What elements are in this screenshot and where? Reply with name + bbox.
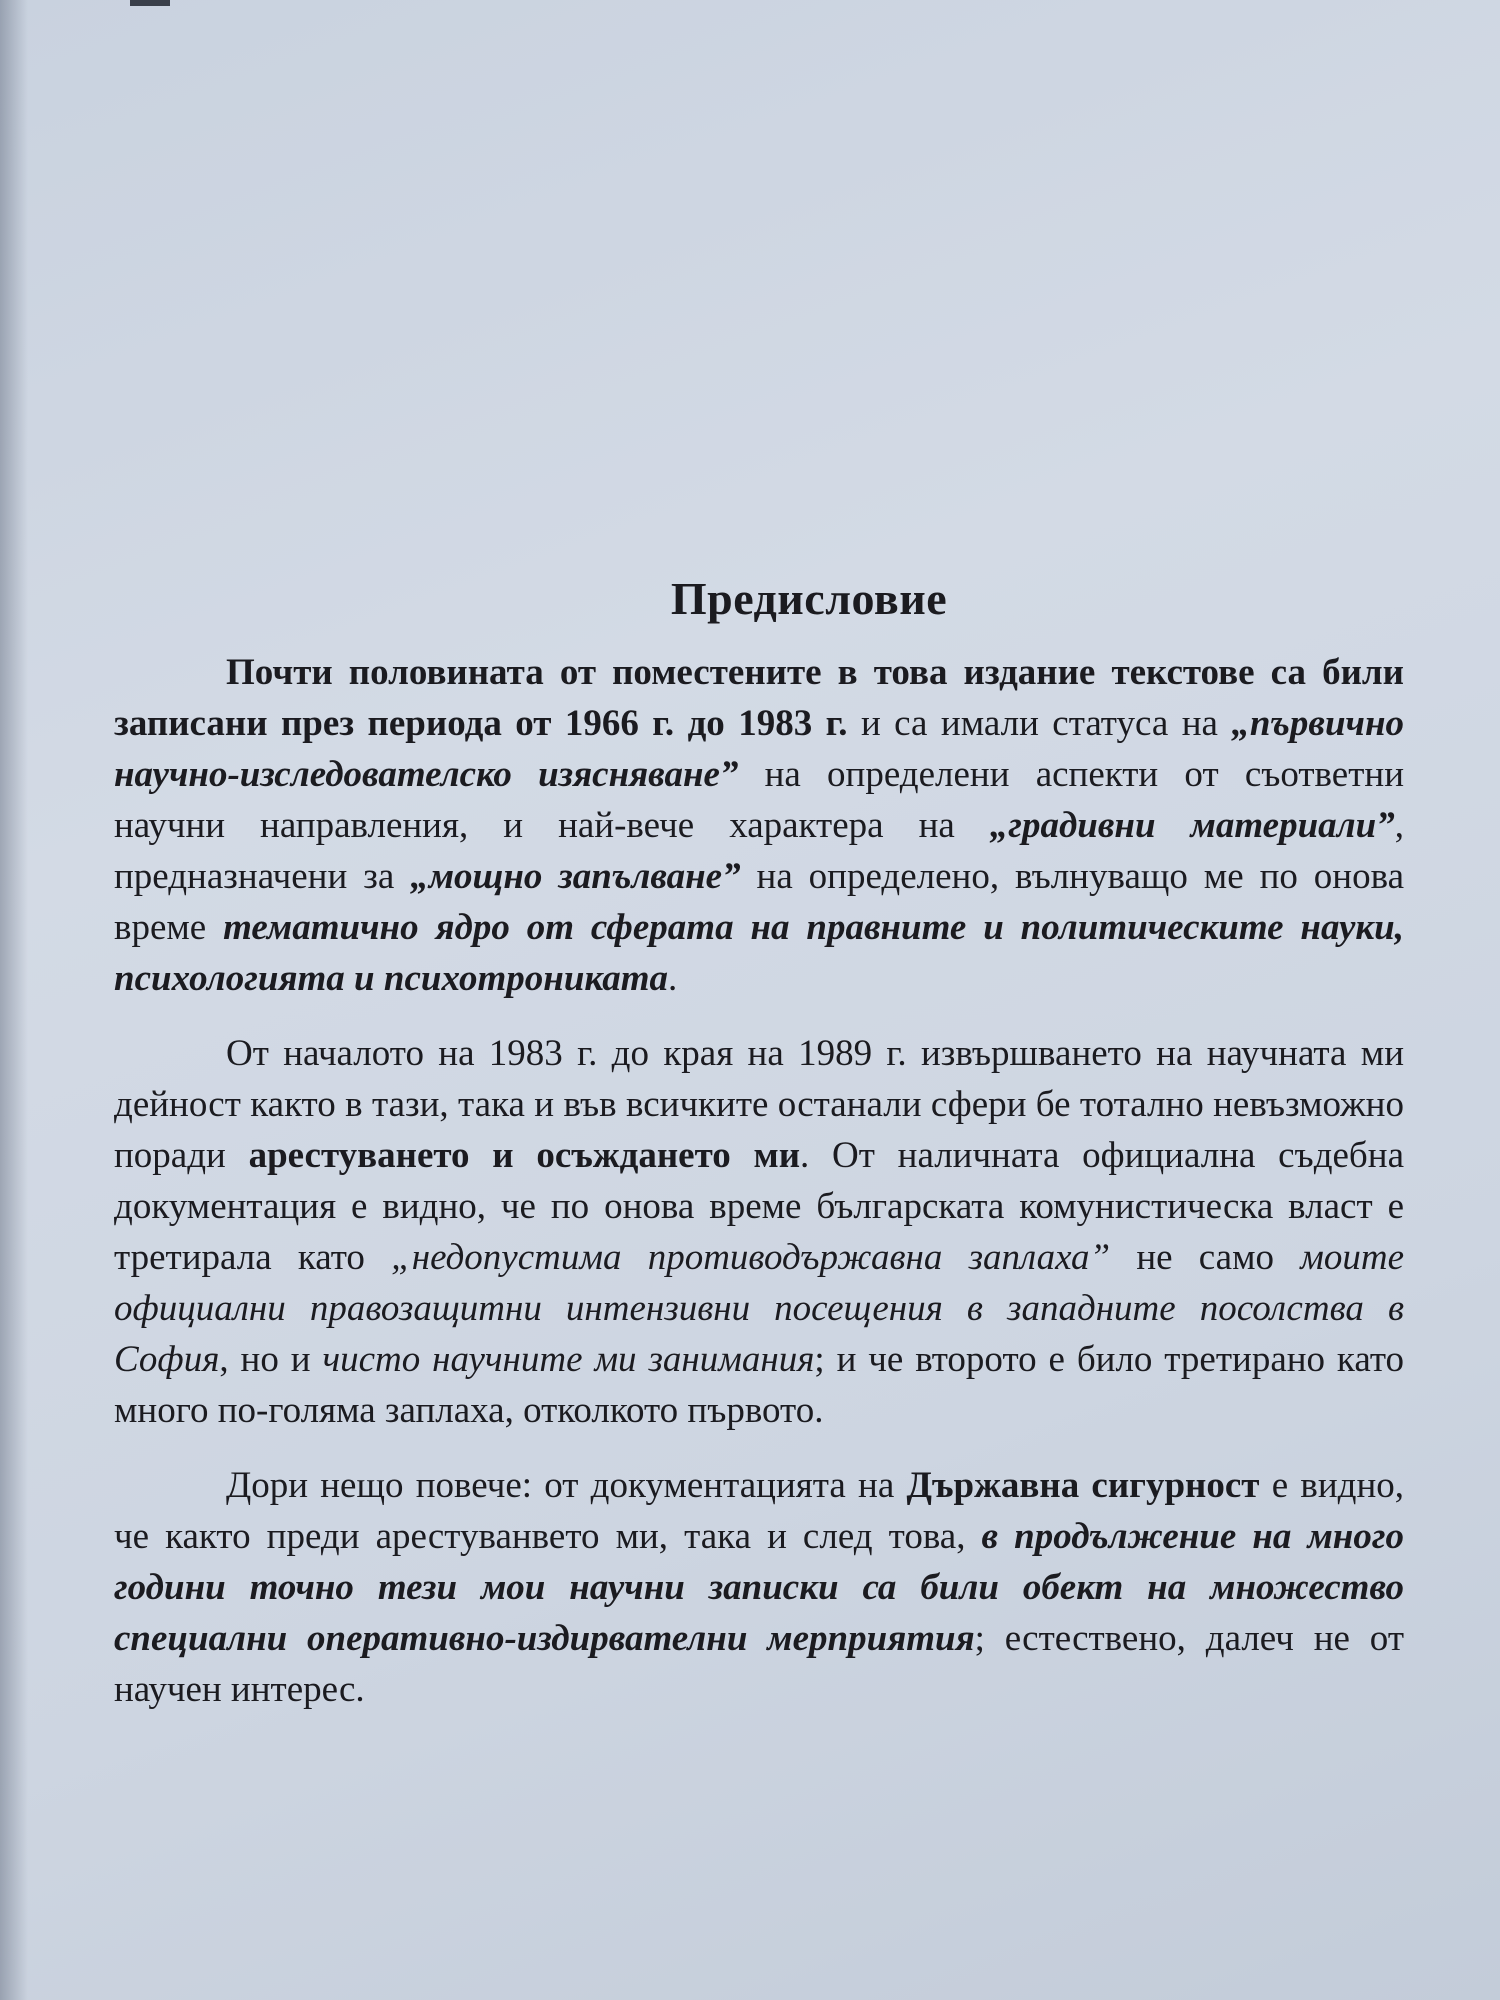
p2-run-6: , но и bbox=[219, 1339, 323, 1380]
p1-run-4: „градивни материали” bbox=[989, 805, 1395, 846]
text-body bbox=[114, 572, 1404, 1739]
p2-run-0: От началото на 1983 г. до края на 1989 г. извършването на научната ми дейност както в тази, така и във всичките останали сфери бе тотално невъзможно поради bbox=[114, 1033, 1404, 1176]
p2-run-3: „недопустима противодържавна заплаха” bbox=[391, 1237, 1111, 1278]
p3-run-1: Държавна сигурност bbox=[906, 1465, 1260, 1506]
p2-run-4: не само bbox=[1110, 1237, 1301, 1278]
p2-run-2: . От наличната официална съдебна документация е видно, че по онова време българската комунистическа власт е третирала като bbox=[114, 1135, 1404, 1278]
p3-run-4: ; естествено, далеч не от научен интерес. bbox=[114, 1618, 1404, 1710]
page-title: Предисловие bbox=[670, 573, 948, 624]
bleed-through-text bbox=[100, 40, 1400, 560]
p3-run-2: е видно, че както преди арестуванвето ми, така и след това, bbox=[114, 1465, 1404, 1557]
p1-run-6: „мощно запълване” bbox=[410, 856, 741, 897]
p1-run-2: „първично научно-изследователско изясняване” bbox=[114, 703, 1404, 795]
p1-run-8: тематично ядро от сферата на правните и политическите науки, психологията и психотрониката bbox=[114, 907, 1404, 999]
top-mark bbox=[130, 0, 170, 6]
p1-run-3: на определени аспекти от съответни научни направления, и най-вече характера на bbox=[114, 754, 1404, 846]
p3-run-3: в продължение на много години точно тези мои научни записки са били обект на множество специални оперативно-издирвателни мерприятия bbox=[114, 1516, 1405, 1659]
paragraph-2 bbox=[114, 1028, 1404, 1436]
p3-run-0: Дори нещо повече: от документацията на bbox=[226, 1465, 907, 1506]
p2-run-8: ; и че второто е било третирано като много по-голяма заплаха, отколкото първото. bbox=[114, 1339, 1404, 1431]
paragraph-3 bbox=[114, 1460, 1404, 1715]
p1-run-0: Почти половината от поместените в това издание текстове са били записани през периода от 1966 г. до 1983 г. bbox=[114, 652, 1404, 744]
paragraph-1 bbox=[114, 647, 1404, 1004]
p1-run-1: и са имали статуса на bbox=[847, 703, 1232, 744]
p1-run-7: на определено, вълнуващо ме по онова време bbox=[114, 856, 1405, 948]
p2-run-1: арестуването и осъждането ми bbox=[248, 1135, 801, 1176]
gutter-shadow bbox=[0, 0, 28, 2000]
p1-run-5: , предназначени за bbox=[114, 805, 1404, 897]
p2-run-7: чисто научните ми занимания bbox=[322, 1339, 815, 1380]
p1-run-9: . bbox=[668, 958, 678, 999]
p2-run-5: моите официални правозащитни интензивни посещения в западните посолства в София bbox=[114, 1237, 1404, 1380]
